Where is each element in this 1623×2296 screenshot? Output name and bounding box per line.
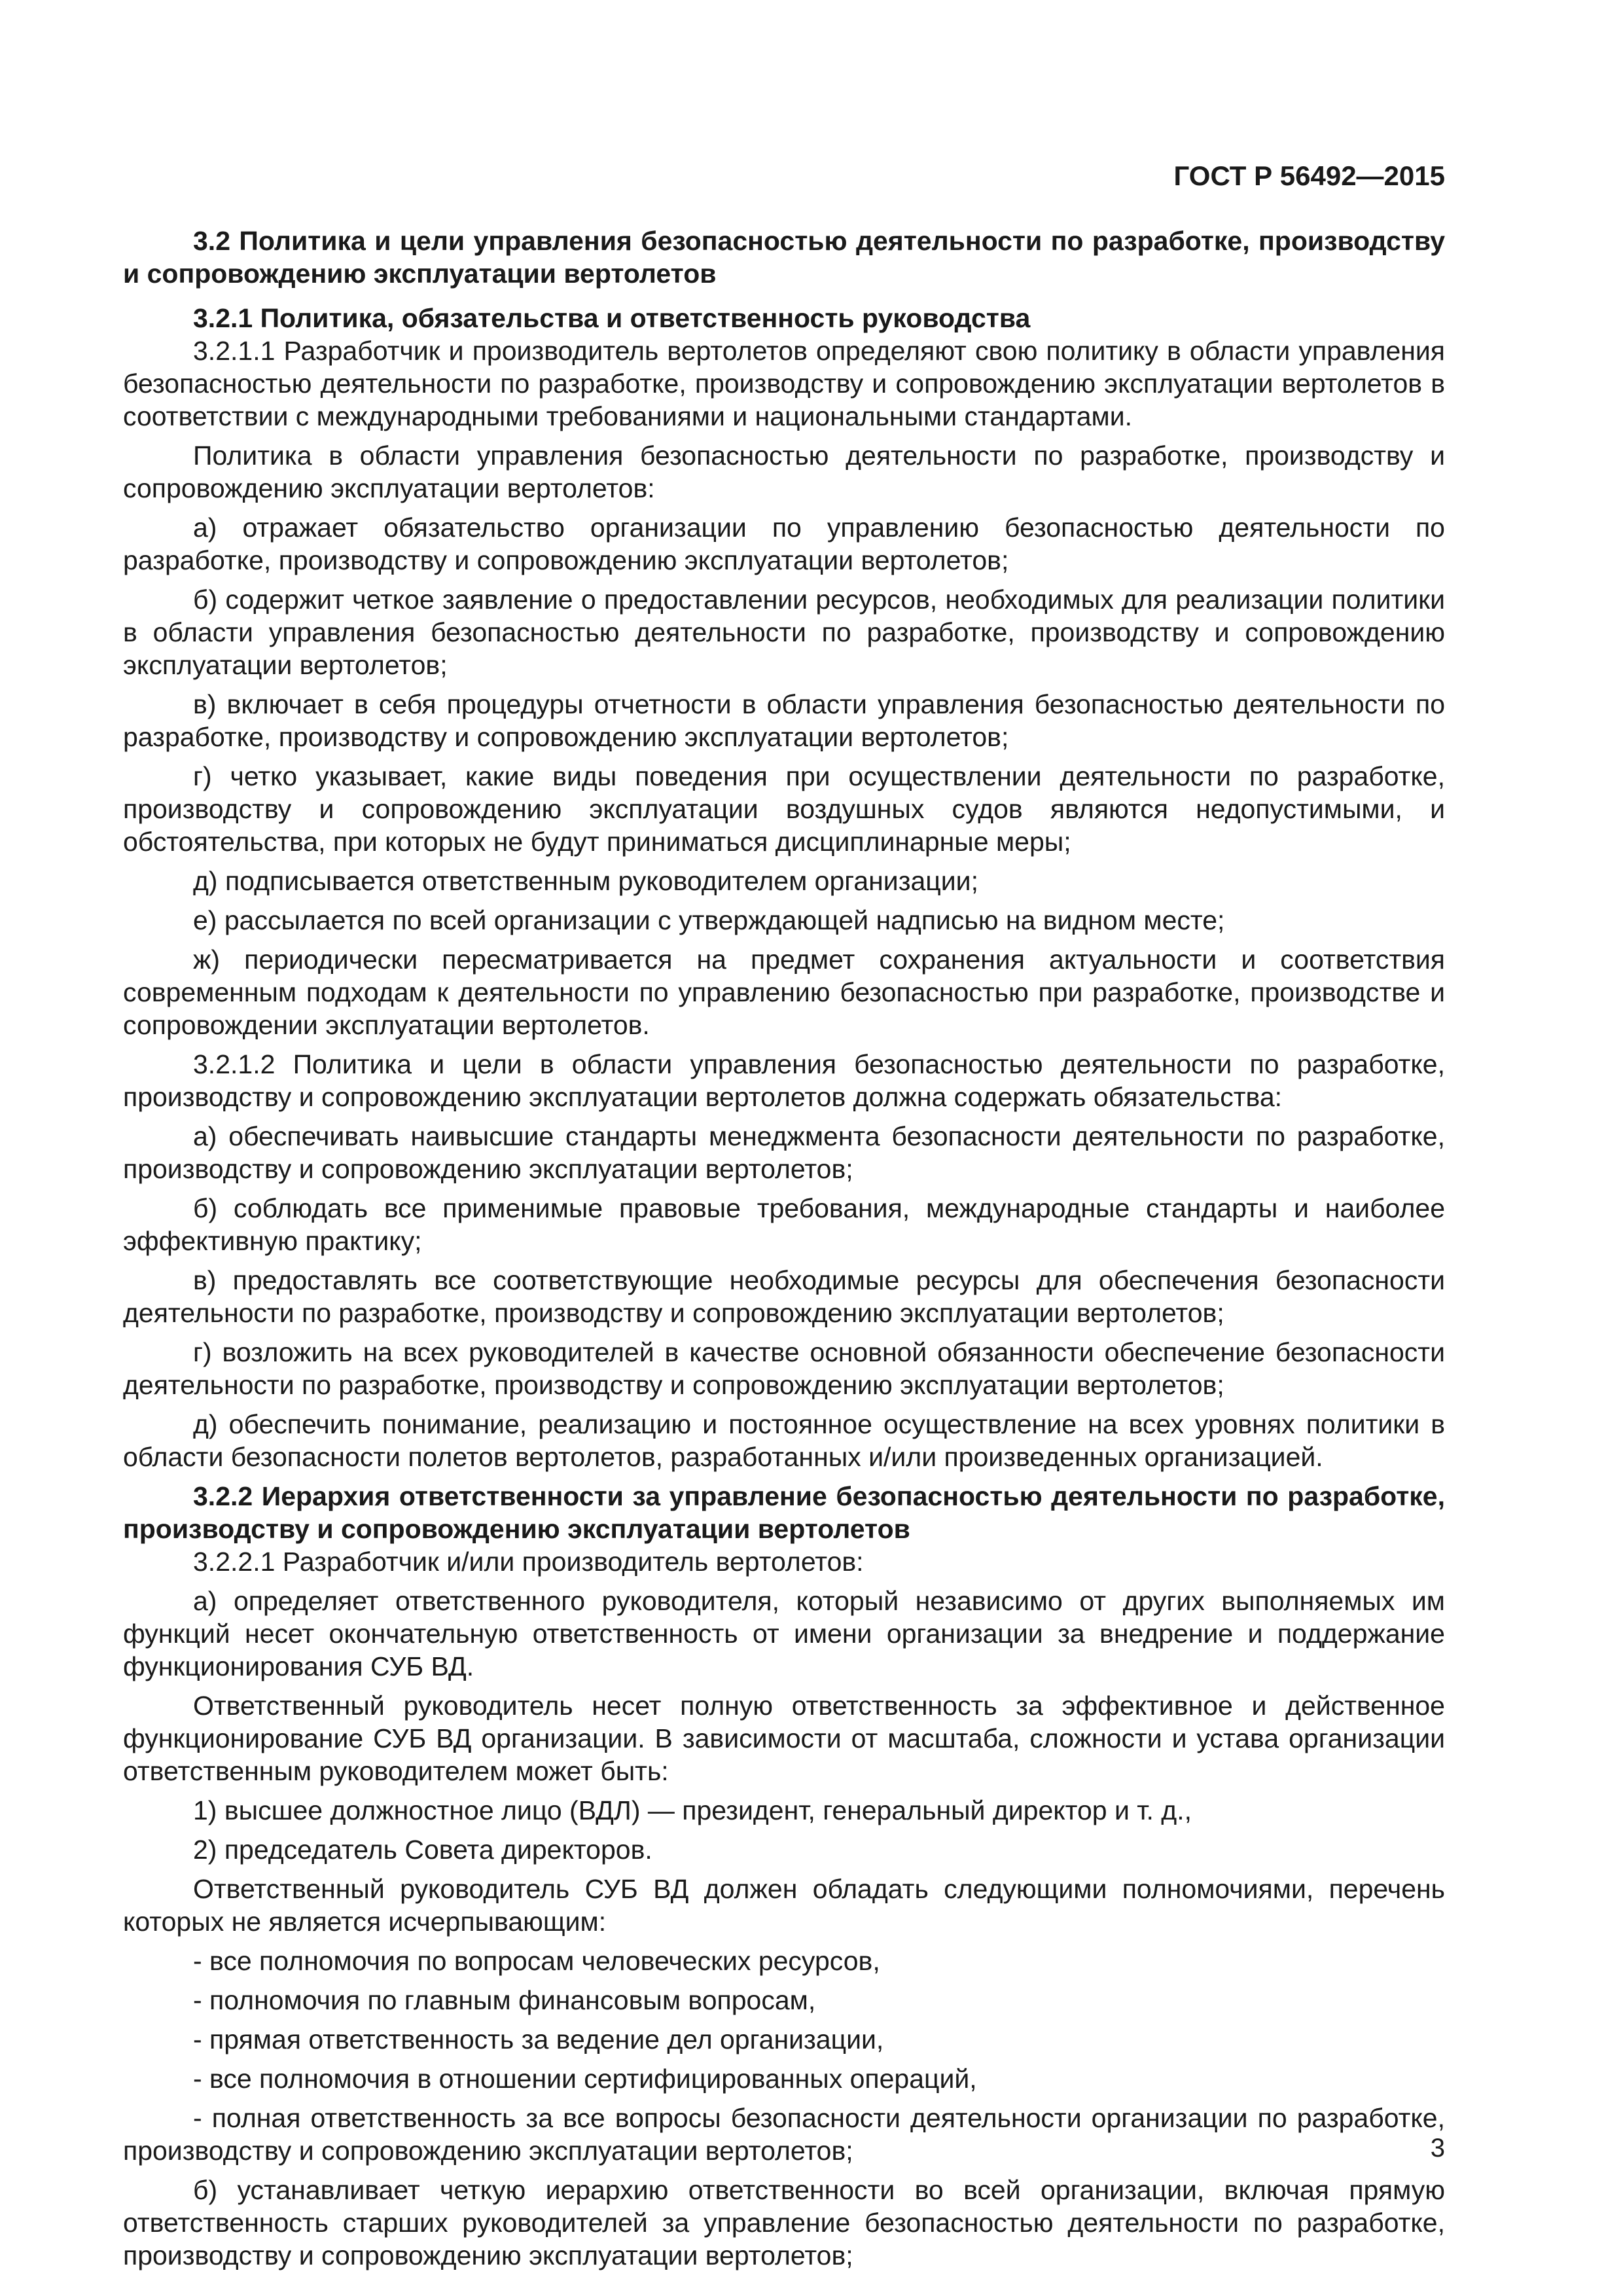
list-item: в) включает в себя процедуры отчетности в области управления безопасностью деятельности по разработке, производству и сопровождению эксплуатации вертолетов;	[123, 689, 1445, 752]
section-3-2-2-heading: 3.2.2 Иерархия ответственности за управление безопасностью деятельности по разработке, производству и сопровождению эксплуатации вертолетов	[123, 1481, 1445, 1544]
list-item: - полная ответственность за все вопросы безопасности деятельности организации по разработке, производству и сопровождению эксплуатации вертолетов;	[123, 2103, 1445, 2166]
document-body	[123, 224, 1445, 2278]
paragraph: 3.2.1.2 Политика и цели в области управления безопасностью деятельности по разработке, производству и сопровождению эксплуатации вертолетов должна содержать обязательства:	[123, 1049, 1445, 1112]
list-item: - полномочия по главным финансовым вопросам,	[193, 1985, 816, 2015]
list-item: а) обеспечивать наивысшие стандарты менеджмента безопасности деятельности по разработке, производству и сопровождению эксплуатации вертолетов;	[123, 1121, 1445, 1184]
paragraph: Ответственный руководитель СУБ ВД должен обладать следующими полномочиями, перечень которых не является исчерпывающим:	[123, 1874, 1445, 1937]
list-item: б) устанавливает четкую иерархию ответственности во всей организации, включая прямую ответственность старших руководителей за управление безопасностью деятельности по разработке, производству и сопровождению эксплуатации вертолетов;	[123, 2175, 1445, 2270]
list-item: г) возложить на всех руководителей в качестве основной обязанности обеспечение безопасности деятельности по разработке, производству и сопровождению эксплуатации вертолетов;	[123, 1337, 1445, 1400]
list-item: ж) периодически пересматривается на предмет сохранения актуальности и соответствия современным подходам к деятельности по управлению безопасностью при разработке, производстве и сопровождении эксплуатации вертолетов.	[123, 944, 1445, 1040]
standard-code-header: ГОСТ Р 56492—2015	[1173, 160, 1445, 191]
list-item: 1) высшее должностное лицо (ВДЛ) — президент, генеральный директор и т. д.,	[193, 1795, 1192, 1825]
list-item: - все полномочия в отношении сертифицированных операций,	[193, 2064, 977, 2094]
paragraph: Ответственный руководитель несет полную ответственность за эффективное и действенное функционирование СУБ ВД организации. В зависимости от масштаба, сложности и устава организации ответственным руководителем может быть:	[123, 1691, 1445, 1786]
paragraph: 3.2.1.1 Разработчик и производитель вертолетов определяют свою политику в области управления безопасностью деятельности по разработке, производству и сопровождению эксплуатации вертолетов в соответствии с международными требованиями и национальными стандартами.	[123, 336, 1445, 431]
section-3-2-1-heading: 3.2.1 Политика, обязательства и ответственность руководства	[193, 303, 1031, 333]
list-item: - все полномочия по вопросам человеческих ресурсов,	[193, 1946, 880, 1976]
list-item: - прямая ответственность за ведение дел организации,	[193, 2024, 884, 2054]
page-number: 3	[1430, 2134, 1445, 2162]
list-item: а) определяет ответственного руководителя, который независимо от других выполняемых им функций несет окончательную ответственность от имени организации за внедрение и поддержание функционирования СУБ ВД.	[123, 1586, 1445, 1681]
list-item: д) обеспечить понимание, реализацию и постоянное осуществление на всех уровнях политики в области безопасности полетов вертолетов, разработанных и/или произведенных организацией.	[123, 1409, 1445, 1472]
paragraph: 3.2.2.1 Разработчик и/или производитель вертолетов:	[193, 1547, 864, 1577]
paragraph: Политика в области управления безопасностью деятельности по разработке, производству и сопровождению эксплуатации вертолетов:	[123, 440, 1445, 503]
list-item: а) отражает обязательство организации по управлению безопасностью деятельности по разработке, производству и сопровождению эксплуатации вертолетов;	[123, 512, 1445, 575]
list-item: в) предоставлять все соответствующие необходимые ресурсы для обеспечения безопасности деятельности по разработке, производству и сопровождению эксплуатации вертолетов;	[123, 1265, 1445, 1328]
list-item: г) четко указывает, какие виды поведения при осуществлении деятельности по разработке, производству и сопровождению эксплуатации воздушных судов являются недопустимыми, и обстоятельства, при которых не будут приниматься дисциплинарные меры;	[123, 761, 1445, 857]
list-item: д) подписывается ответственным руководителем организации;	[193, 866, 978, 896]
section-3-2-heading: 3.2 Политика и цели управления безопасностью деятельности по разработке, производству и сопровождению эксплуатации вертолетов	[123, 226, 1445, 289]
list-item: б) соблюдать все применимые правовые требования, международные стандарты и наиболее эффективную практику;	[123, 1193, 1445, 1256]
list-item: е) рассылается по всей организации с утверждающей надписью на видном месте;	[193, 905, 1225, 935]
list-item: 2) председатель Совета директоров.	[193, 1835, 652, 1865]
list-item: б) содержит четкое заявление о предоставлении ресурсов, необходимых для реализации политики в области управления безопасностью деятельности по разработке, производству и сопровождению эксплуатации вертолетов;	[123, 584, 1445, 680]
